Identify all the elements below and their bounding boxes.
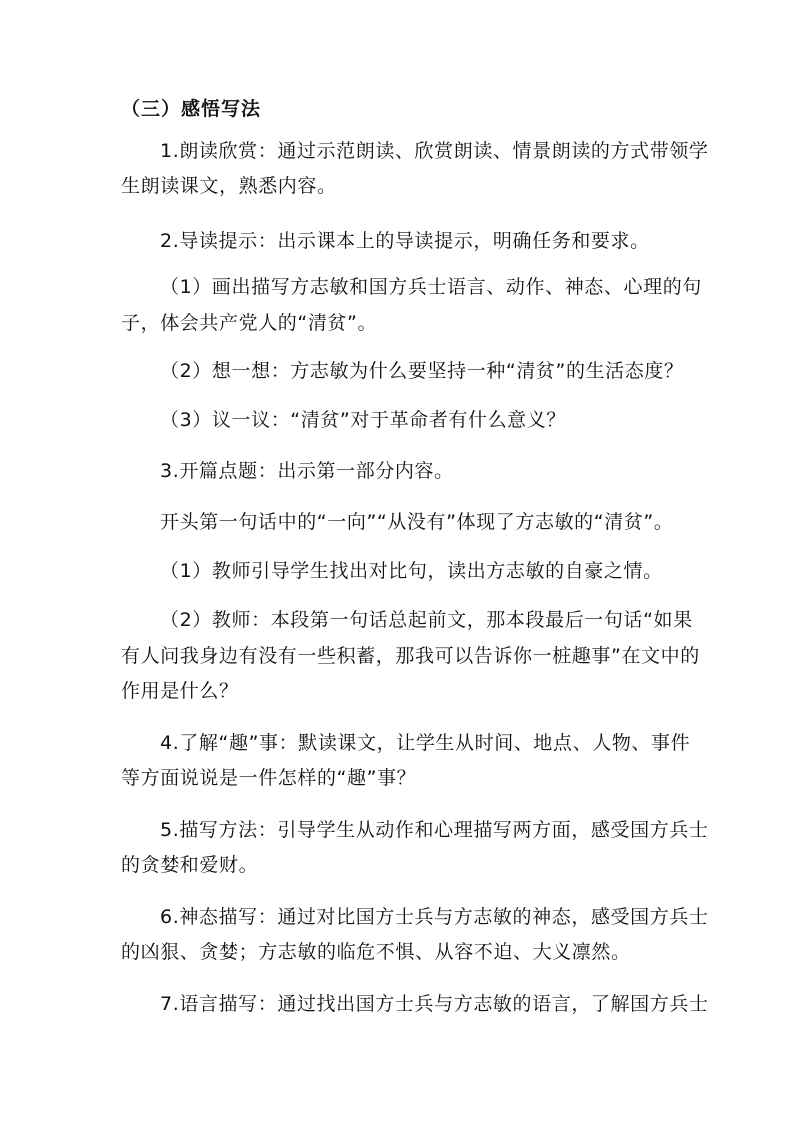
paragraph-line: 有人问我身边有没有一些积蓄，那我可以告诉你一桩趣事”在文中的 — [121, 645, 700, 667]
paragraph-line: （1）画出描写方志敏和国方兵士语言、动作、神态、心理的句 — [160, 276, 702, 298]
paragraph-line: 6.神态描写：通过对比国方士兵与方志敏的神态，感受国方兵士 — [160, 906, 709, 928]
paragraph-line: （1）教师引导学生找出对比句，读出方志敏的自豪之情。 — [160, 560, 663, 582]
paragraph-line: （2）教师：本段第一句话总起前文，那本段最后一句话“如果 — [160, 609, 693, 631]
paragraph-line: 生朗读课文，熟悉内容。 — [121, 175, 337, 197]
paragraph-line: 2.导读提示：出示课本上的导读提示，明确任务和要求。 — [160, 230, 650, 252]
paragraph-line: 作用是什么？ — [121, 680, 239, 702]
section-heading: （三）感悟写法 — [121, 98, 262, 120]
paragraph-line: 5.描写方法：引导学生从动作和心理描写两方面，感受国方兵士 — [160, 819, 709, 841]
paragraph-line: 开头第一句话中的“一向”“从没有”体现了方志敏的“清贫”。 — [160, 511, 674, 533]
paragraph-line: 4.了解“趣”事：默读课文，让学生从时间、地点、人物、事件 — [160, 732, 691, 754]
paragraph-line: 1.朗读欣赏：通过示范朗读、欣赏朗读、情景朗读的方式带领学 — [160, 140, 709, 162]
paragraph-line: 的凶狠、贪婪；方志敏的临危不惧、从容不迫、大义凛然。 — [121, 941, 631, 963]
paragraph-line: 的贪婪和爱财。 — [121, 854, 259, 876]
paragraph-line: （2）想一想：方志敏为什么要坚持一种“清贫”的生活态度？ — [160, 360, 684, 382]
paragraph-line: 3.开篇点题：出示第一部分内容。 — [160, 460, 454, 482]
paragraph-line: 7.语言描写：通过找出国方士兵与方志敏的语言，了解国方兵士 — [160, 993, 709, 1015]
paragraph-line: 等方面说说是一件怎样的“趣”事？ — [121, 767, 417, 789]
paragraph-line: （3）议一议：“清贫”对于革命者有什么意义？ — [160, 409, 566, 431]
paragraph-line: 子，体会共产党人的“清贫”。 — [121, 312, 378, 334]
